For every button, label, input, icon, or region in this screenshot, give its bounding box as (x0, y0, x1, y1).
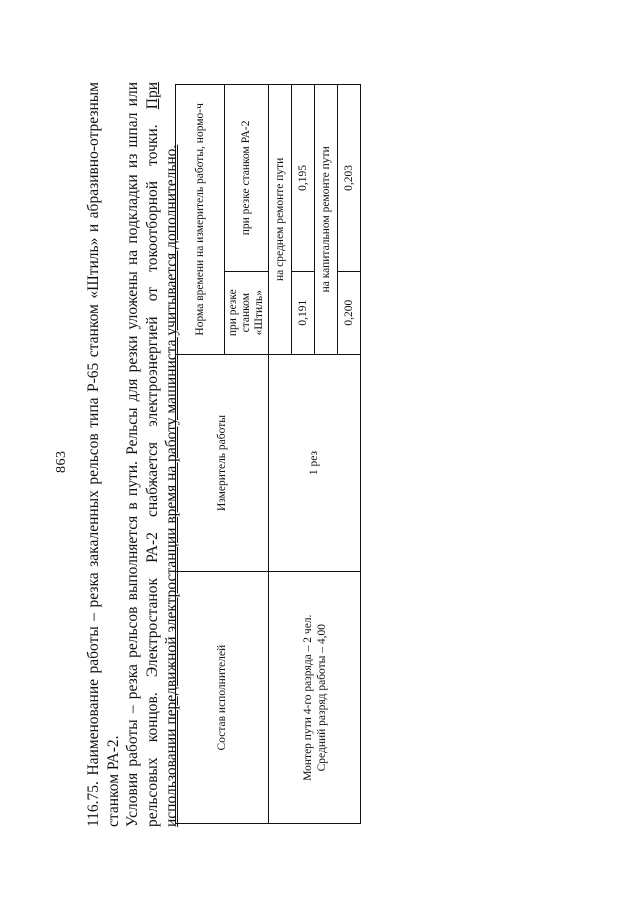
capital-shtil-value: 0,200 (338, 271, 361, 354)
work-conditions-note: При использовании передвижной электростанции время на работу машиниста учитывается дополнительно. (143, 81, 180, 827)
header-norm: Норма времени на измеритель работы, нормо-ч (176, 85, 225, 355)
staff-cell (269, 572, 361, 824)
work-conditions (123, 82, 182, 827)
header-staff: Состав исполнителей (176, 572, 269, 824)
staff-line-2: Средний разряд работы – 4,00 (315, 623, 328, 772)
medium-shtil-value: 0,191 (292, 271, 315, 354)
work-title: 116.75. Наименование работы – резка закаленных рельсов типа Р-65 станком «Штиль» и абразивно-отрезным станком РА-2. (85, 82, 122, 827)
table-header-row (176, 85, 225, 824)
subheader-shtil: при резке станком «Штиль» (225, 271, 269, 354)
work-description (84, 82, 182, 827)
time-norms-table (175, 84, 361, 824)
medium-ra2-value: 0,195 (292, 85, 315, 272)
unit-cell: 1 рез (269, 354, 361, 572)
table-row (269, 85, 292, 824)
staff-line-1: Монтер пути 4-го разряда – 2 чел. (301, 614, 314, 781)
section-capital-repair: на капитальном ремонте пути (315, 85, 338, 355)
subheader-ra2: при резке станком РА-2 (225, 85, 269, 272)
capital-ra2-value: 0,203 (338, 85, 361, 272)
header-unit: Измеритель работы (176, 354, 269, 572)
page-number: 863 (54, 450, 69, 473)
section-medium-repair: на среднем ремонте пути (269, 85, 292, 355)
work-conditions-main: Условия работы – резка рельсов выполняется в пути. Рельсы для резки уложены на подкладки из шпал или рельсовых концов. Электростанок РА-2 снабжается электроэнергией от токоотборной точки. (124, 82, 161, 827)
